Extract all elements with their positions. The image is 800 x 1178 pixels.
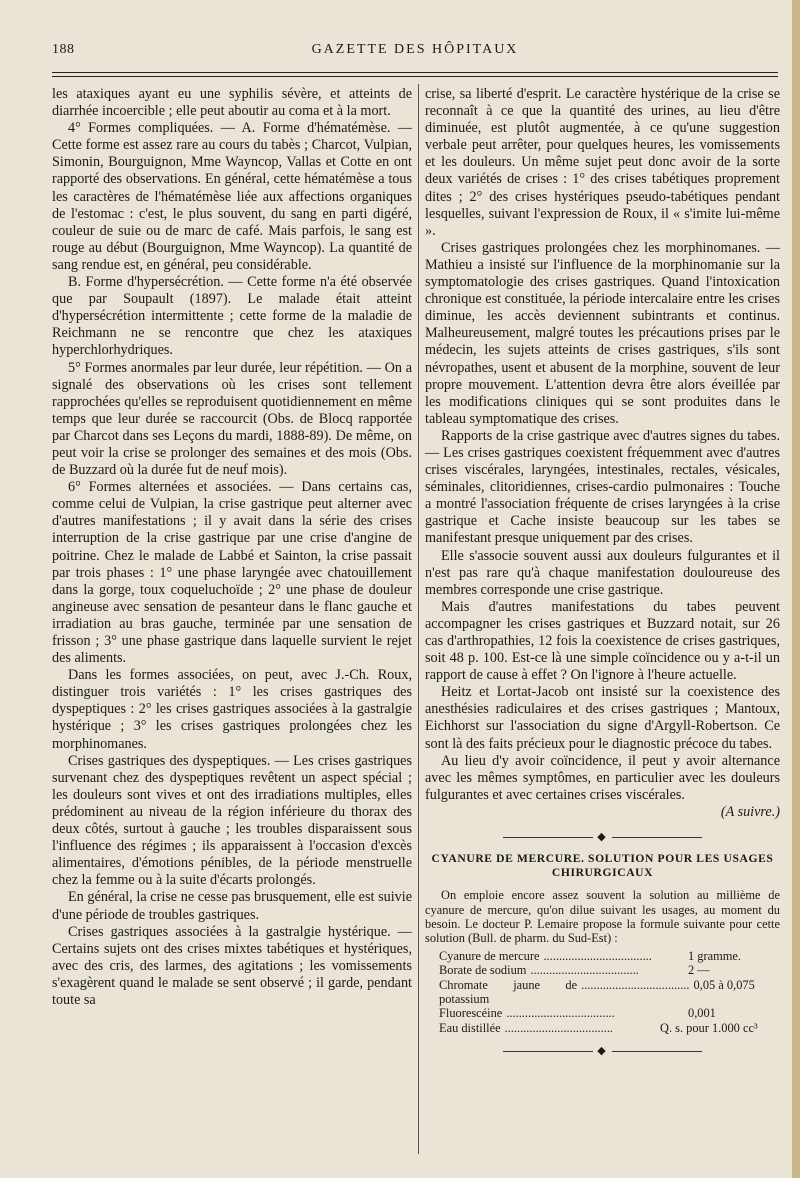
column-divider xyxy=(418,84,419,1154)
paragraph: Rapports de la crise gastrique avec d'autres signes du tabes. — Les crises gastriques coexistent fréquemment avec d'autres crises viscérales, laryngées, intestinales, rectales, vésicales, séminales, clitoridiennes, crises-cardio pulmonaires : Touche a montré l'association fréquente de crises laryngées à la crise gastrique et Cache insiste beaucoup sur les tabes se manifestant presque uniquement par des crises. xyxy=(425,427,780,547)
paragraph: Heitz et Lortat-Jacob ont insisté sur la coexistence des anesthésies radiculaires et des crises gastriques ; Mantoux, Eichhorst sur l'association du signe d'Argyll-Robertson. Ce sont là des faits précieux pour le diagnostic précoce du tabes. xyxy=(425,684,780,752)
recipe-item: Cyanure de mercure xyxy=(439,948,540,963)
paragraph: B. Forme d'hypersécrétion. — Cette forme n'a été observée que par Soupault (1897). Le malade était atteint d'hypersécrétion intermittente ; cette forme de la maladie de Reichmann ne se rencontre que chez les ataxiques hyperchlorhydriques. xyxy=(52,274,412,359)
recipe-item: Chromate jaune de potassium xyxy=(439,977,578,1006)
section-ornament: ◆ xyxy=(425,829,780,846)
recipe-row: Eau distillée ................................... Q. s. pour 1.000 cc³ xyxy=(425,1021,780,1035)
paragraph: 5° Formes anormales par leur durée, leur répétition. — On a signalé des observations où les crises sont tellement rapprochées qu'elles se reproduisent quotidiennement en même temps que leur durée se raccourcit (Obs. de Blocq rapportée par Charcot dans ses Leçons du mardi, 1888-89). De même, on peut voir la crise se prolonger des semaines et des mois (Obs. de Buzzard où la durée fut de neuf mois). xyxy=(52,359,412,479)
recipe-item: Borate de sodium xyxy=(439,963,527,978)
header-rule-thin xyxy=(52,76,778,77)
paragraph: Crises gastriques des dyspeptiques. — Les crises gastriques survenant chez des dyspeptiques revêtent un aspect spécial ; les douleurs sont vives et ont des irradiations multiples, elles prédominent au niveau de la région inférieure du thorax des deux côtés, surtout à gauche ; les troubles disparaissent sous l'influence des régimes ; ils apparaissent à l'occasion d'excès alimentaires, d'émotions pénibles, de la période menstruelle chez la femme ou à la suite d'écarts prolongés. xyxy=(52,752,412,889)
recipe-item: Fluorescéine xyxy=(439,1006,503,1021)
recipe-row: Chromate jaune de potassium ................................... 0,05 à 0,075 xyxy=(425,978,780,1007)
right-column xyxy=(425,86,780,1064)
paragraph: Crises gastriques prolongées chez les morphinomanes. — Mathieu a insisté sur l'influence de la morphinomanie sur la symptomatologie des crises gastriques. Quand l'intoxication chronique est constituée, la période intercalaire entre les crises diminue, les accès deviennent subintrants et continus. Malheureusement, malgré toutes les précautions prises par le médecin, les sujets atteints de crises gastriques, s'ils sont névropathes, usent et abusent de la morphine, souvent de leur propre mouvement. L'attention devra être alors éveillée par les modifications cliniques qui se sont produites dans le tableau symptomatique des crises. xyxy=(425,239,780,427)
section-ornament-end: ◆ xyxy=(425,1043,780,1060)
paragraph: Mais d'autres manifestations du tabes peuvent accompagner les crises gastriques et Buzzard notait, sur 26 cas d'arthropathies, 12 fois la coexistence de crises gastriques, soit 48 p. 100. Est-ce là une simple coïncidence ou y a-t-il un rapport de cause à effet ? On l'ignore à l'heure actuelle. xyxy=(425,598,780,684)
recipe-qty: 0,001 xyxy=(688,1006,716,1021)
page-header xyxy=(52,40,778,68)
paragraph: Dans les formes associées, on peut, avec J.-Ch. Roux, distinguer trois variétés : 1° les crises gastriques des dyspeptiques : 2° les crises gastriques associées à la gastralgie hystérique ; 3° les crises gastriques prolongées chez les morphinomanes. xyxy=(52,667,412,752)
page-number: 188 xyxy=(52,42,75,57)
note-text: On emploie encore assez souvent la solution au millième de cyanure de mercure, qu'on dilue suivant les usages, au moment du besoin. Le docteur P. Lemaire propose la formule suivante pour cette solution (Bull. de pharm. du Sud-Est) : xyxy=(425,888,780,946)
paragraph: crise, sa liberté d'esprit. Le caractère hystérique de la crise se reconnaît à ce que la quantité des urines, au lieu d'être diminuée, est plutôt augmentée, à ce qu'une suggestion verbale peut arrêter, pour quelques heures, les vomissements et les douleurs. Un même sujet peut donc avoir de la sorte deux variétés de crises : 1° des crises tabétiques proprement dites ; 2° des crises hystériques pseudo-tabétiques pendant lesquelles, suivant l'expression de Roux, il « s'imite lui-même ». xyxy=(425,86,780,239)
note-heading: CYANURE DE MERCURE. SOLUTION POUR LES USAGES CHIRURGICAUX xyxy=(431,852,774,880)
recipe-row: Cyanure de mercure ................................... 1 gramme. xyxy=(425,949,780,963)
paragraph: Elle s'associe souvent aussi aux douleurs fulgurantes et il n'est pas rare qu'à chaque manifestation douloureuse des membres corresponde une crise gastrique. xyxy=(425,547,780,598)
recipe-row: Borate de sodium ................................... 2 — xyxy=(425,963,780,977)
recipe-qty: 2 — xyxy=(688,963,710,978)
page-edge xyxy=(792,0,800,1178)
paragraph: En général, la crise ne cesse pas brusquement, elle est suivie d'une période de troubles gastriques. xyxy=(52,889,412,923)
paragraph: les ataxiques ayant eu une syphilis sévère, et atteints de diarrhée incoercible ; elle peut aboutir au coma et à la mort. xyxy=(52,86,412,120)
to-be-continued: (A suivre.) xyxy=(720,803,780,820)
recipe-qty: 1 gramme. xyxy=(688,948,741,963)
header-rule xyxy=(52,72,778,73)
paragraph: 6° Formes alternées et associées. — Dans certains cas, comme celui de Vulpian, la crise gastrique peut alterner avec d'autres manifestations ; il y avait dans la série des crises interruption de la crise gastrique par une crise d'angine de poitrine. Chez le malade de Labbé et Sainton, la crise passait par trois phases : 1° une phase laryngée avec chatouillement dans la gorge, toux coqueluchoïde ; 2° une phase de douleur angineuse avec sensation de pesanteur dans le flanc gauche et irradiation au bras gauche, terminée par une sensation de frisson ; 3° une phase gastrique dans laquelle survient le rejet des aliments. xyxy=(52,479,412,667)
recipe-qty: Q. s. pour 1.000 cc³ xyxy=(660,1020,758,1035)
paragraph: Crises gastriques associées à la gastralgie hystérique. — Certains sujets ont des crises mixtes tabétiques et hystériques, avec des cris, des larmes, des agitations ; les vomissements s'exagèrent quand le malade se sent observé ; il garde, pendant toute sa xyxy=(52,923,412,1008)
recipe-row: Fluorescéine ................................... 0,001 xyxy=(425,1006,780,1020)
recipe-item: Eau distillée xyxy=(439,1020,501,1035)
recipe-qty: 0,05 à 0,075 xyxy=(693,977,755,992)
paragraph: 4° Formes compliquées. — A. Forme d'hématémèse. — Cette forme est assez rare au cours du tabès ; Charcot, Vulpian, Simonin, Bourguignon, Mme Wayncop, Vallas et Cotte en ont rapporté des observations. En général, cette hématémèse a tous les caractères de l'hématémèse liée aux affections organiques de l'estomac : c'est, le plus souvent, du sang en parti digéré, couleur de suie ou de marc de café. Mais parfois, le sang est rouge au début (Bourguignon, Mme Wayncop). La quantité de sang rendue est, en général, peu considérable. xyxy=(52,120,412,273)
running-title: GAZETTE DES HÔPITAUX xyxy=(311,42,519,57)
paragraph: Au lieu d'y avoir coïncidence, il peut y avoir alternance avec les mêmes symptômes, en particulier avec les douleurs fulgurantes et avec certaines crises viscérales. xyxy=(425,752,780,803)
recipe-list xyxy=(425,949,780,1035)
left-column xyxy=(52,86,412,1009)
